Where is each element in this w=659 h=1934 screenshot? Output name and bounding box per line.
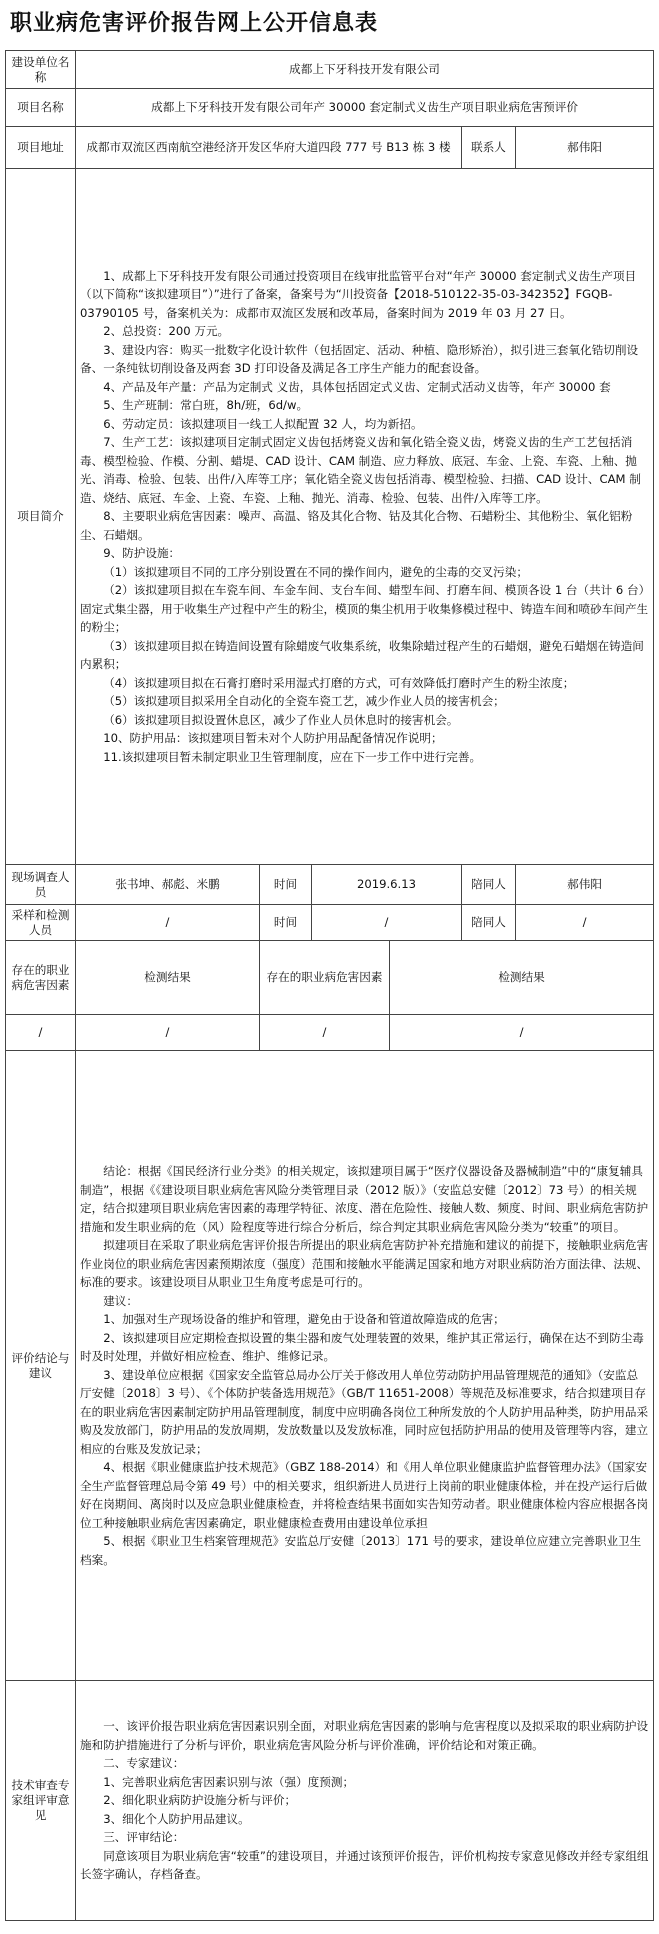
intro-label: 项目简介 <box>6 169 76 865</box>
review-paragraph: 同意该项目为职业病危害“较重”的建设项目，并通过该预评价报告，评价机构按专家意见修改并经专家组组长签字确认，存档备查。 <box>80 1848 649 1882</box>
review-paragraph: 三、评审结论： <box>103 1830 185 1845</box>
conclusion-paragraph: 4、根据《职业健康监护技术规范》（GBZ 188-2014）和《用人单位职业健康监护监督管理办法》（国家安全生产监督管理总局令第 49 号）中的相关要求，组织新进人员进行上岗前的职业健康体检，并在投产运行后做好在岗期间、离岗时以及应急职业健康检查，并将检查结果书面如实告知劳动者。职业健康体检内容应根据各岗位工种接触职业病危害因素确定，职业健康检查费用由建设单位承担 <box>80 1460 649 1530</box>
detection-result-value-2: / <box>390 1015 654 1051</box>
review-paragraph: 2、细化职业病防护设施分析与评价； <box>103 1793 297 1808</box>
contact-label: 联系人 <box>462 127 516 169</box>
intro-content <box>76 169 654 865</box>
conclusion-paragraph: 结论：根据《国民经济行业分类》的相关规定，该拟建项目属于“医疗仪器设备及器械制造”中的“康复辅具制造”，根据《《建设项目职业病危害风险分类管理目录（2012 版）》（安监总安健〔2012〕73 号）的相关规定，结合拟建项目职业病危害因素的毒理学特征、浓度、潜在危险性、接触人数、频度、时间、职业病危害防护措施和发生职业病的危（风）险程度等进行综合分析后，综合判定其职业病危害风险分类为“较重”的项目。 <box>80 1164 649 1234</box>
intro-paragraph: 6、劳动定员：该拟建项目一线工人拟配置 32 人，均为新招。 <box>103 416 423 431</box>
hazard-factor-value-2: / <box>260 1015 390 1051</box>
conclusion-paragraph: 拟建项目在采取了职业病危害评价报告所提出的职业病危害防护补充措施和建议的前提下，接触职业病危害作业岗位的职业病危害因素预期浓度（强度）范围和接触水平能满足国家和地方对职业病防治方面法律、法规、标准的要求。该建设项目从职业卫生角度考虑是可行的。 <box>80 1238 649 1289</box>
conclusion-paragraph: 3、建设单位应根据《国家安全监管总局办公厅关于修改用人单位劳动防护用品管理规范的通知》（安监总厅安健〔2018〕3 号）、《个体防护装备选用规范》（GB/T 11651-2008）等规范及标准要求，结合拟建项目存在的职业病危害因素制定防护用品管理制度，制度中应明确各岗位工种所发放的个人防护用品种类，防护用品采购及发放部门，防护用品的发放周期，发放数量以及发放标准，同时应包括防护用品的使用及管理等内容，建立相应的台账及发放记录； <box>80 1367 649 1456</box>
row-hazards-values <box>6 1015 654 1051</box>
survey-with: 郝伟阳 <box>516 865 654 905</box>
survey-time: 2019.6.13 <box>312 865 462 905</box>
survey-time-label: 时间 <box>260 865 312 905</box>
intro-paragraph: 2、总投资：200 万元。 <box>103 324 230 339</box>
protection-item: （5）该拟建项目拟采用全自动化的全瓷车瓷工艺，减少作业人员的接害机会； <box>103 694 505 709</box>
sampling-with-label: 陪同人 <box>462 905 516 941</box>
intro-paragraph: 10、防护用品：该拟建项目暂未对个人防护用品配备情况作说明； <box>103 731 443 746</box>
intro-paragraph: 7、生产工艺：该拟建项目定制式固定义齿包括烤瓷义齿和氧化锆全瓷义齿，烤瓷义齿的生产工艺包括消毒、模型检验、作模、分割、蜡堤、CAD 设计、CAM 制造、应力释放、底冠、车金、上瓷、车瓷、上釉、抛光、消毒、检验、包装、出件/入库等工序；氧化锆全瓷义齿包括消毒、模型检验、扫描、CAD 设计、CAM 制造、烧结、底冠、车金、上瓷、车瓷、上釉、抛光、消毒、检验、包装、出件/入库等工序。 <box>80 435 641 505</box>
survey-label: 现场调查人员 <box>6 865 76 905</box>
review-paragraph: 3、细化个人防护用品建议。 <box>103 1811 250 1826</box>
sampling-with: / <box>516 905 654 941</box>
row-intro <box>6 169 654 865</box>
intro-paragraph: 11.该拟建项目暂未制定职业卫生管理制度，应在下一步工作中进行完善。 <box>103 749 482 764</box>
conclusion-label: 评价结论与建议 <box>6 1051 76 1681</box>
protection-item: （4）该拟建项目拟在石膏打磨时采用湿式打磨的方式，可有效降低打磨时产生的粉尘浓度； <box>103 675 575 690</box>
hazard-factor-value: / <box>6 1015 76 1051</box>
row-address <box>6 127 654 169</box>
project-value: 成都上下牙科技开发有限公司年产 30000 套定制式义齿生产项目职业病危害预评价 <box>76 89 654 127</box>
address-value: 成都市双流区西南航空港经济开发区华府大道四段 777 号 B13 栋 3 楼 <box>76 127 462 169</box>
review-paragraph: 1、完善职业病危害因素识别与浓（强）度预测； <box>103 1774 355 1789</box>
review-label: 技术审查专家组评审意见 <box>6 1681 76 1921</box>
protection-item: （2）该拟建项目拟在车瓷车间、车金车间、支台车间、蜡型车间、打磨车间、模顶各设 1 台（共计 6 台）固定式集尘器，用于收集生产过程中产生的粉尘，模顶的集尘机用于收集修模过程中、铸造车间和喷砂车间产生的粉尘； <box>80 583 649 635</box>
row-review <box>6 1681 654 1921</box>
intro-paragraph: 1、成都上下牙科技开发有限公司通过投资项目在线审批监管平台对“年产 30000 套定制式义齿生产项目（以下简称“该拟建项目”）”进行了备案，备案号为“川投资备【2018-510122-35-03-342352】FGQB-03790105 号，备案机关为：成都市双流区发展和改革局，备案时间为 2019 年 03 月 27 日。 <box>80 268 637 320</box>
protection-item: （6）该拟建项目拟设置休息区，减少了作业人员休息时的接害机会。 <box>103 712 459 727</box>
intro-paragraph: 9、防护设施： <box>103 546 181 561</box>
intro-paragraph: 4、产品及年产量：产品为定制式 义齿，具体包括固定式义齿、定制式活动义齿等，年产 30000 套 <box>103 379 611 394</box>
row-survey <box>6 865 654 905</box>
intro-paragraph: 8、主要职业病危害因素：噪声、高温、铬及其化合物、钴及其化合物、石蜡粉尘、其他粉尘、氧化铝粉尘、石蜡烟。 <box>80 509 633 542</box>
sampling-label: 采样和检测人员 <box>6 905 76 941</box>
protection-item: （3）该拟建项目拟在铸造间设置有除蜡废气收集系统，收集除蜡过程产生的石蜡烟，避免石蜡烟在铸造间内累积； <box>80 638 644 672</box>
row-sampling <box>6 905 654 941</box>
row-project <box>6 89 654 127</box>
sampling-time: / <box>312 905 462 941</box>
sampling-time-label: 时间 <box>260 905 312 941</box>
review-paragraph: 二、专家建议： <box>103 1756 185 1771</box>
info-table <box>5 50 654 1921</box>
survey-value: 张书坤、郝彪、米鹏 <box>76 865 260 905</box>
intro-paragraph: 3、建设内容：购买一批数字化设计软件（包括固定、活动、种植、隐形矫治），拟引进三套氧化锆切削设备、一条纯钛切削设备及两套 3D 打印设备及满足各工序生产能力的配套设备。 <box>80 342 639 376</box>
page-title: 职业病危害评价报告网上公开信息表 <box>10 11 379 36</box>
row-unit <box>6 51 654 89</box>
hazard-factor-header-2: 存在的职业病危害因素 <box>260 941 390 1015</box>
address-label: 项目地址 <box>6 127 76 169</box>
review-paragraph: 一、该评价报告职业病危害因素识别全面，对职业病危害因素的影响与危害程度以及拟采取的职业病防护设施和防护措施进行了分析与评价，职业病危害风险分析与评价准确，评价结论和对策正确。 <box>80 1719 649 1752</box>
detection-result-header-2: 检测结果 <box>390 941 654 1015</box>
sampling-value: / <box>76 905 260 941</box>
intro-paragraph: 5、生产班制：常白班，8h/班，6d/w。 <box>103 398 309 413</box>
protection-item: （1）该拟建项目不同的工序分别设置在不同的操作间内，避免的尘毒的交叉污染； <box>103 564 528 579</box>
conclusion-paragraph: 5、根据《职业卫生档案管理规范》安监总厅安健〔2013〕171 号的要求，建设单位应建立完善职业卫生档案。 <box>80 1534 642 1567</box>
conclusion-content <box>76 1051 654 1681</box>
detection-result-header: 检测结果 <box>76 941 260 1015</box>
row-hazards-header <box>6 941 654 1015</box>
row-conclusion <box>6 1051 654 1681</box>
review-content <box>76 1681 654 1921</box>
detection-result-value: / <box>76 1015 260 1051</box>
hazard-factor-header: 存在的职业病危害因素 <box>6 941 76 1015</box>
conclusion-paragraph: 1、加强对生产现场设备的维护和管理，避免由于设备和管道故障造成的危害； <box>103 1312 505 1326</box>
conclusion-paragraph: 建议： <box>103 1293 138 1308</box>
unit-value: 成都上下牙科技开发有限公司 <box>76 51 654 89</box>
contact-value: 郝伟阳 <box>516 127 654 169</box>
survey-with-label: 陪同人 <box>462 865 516 905</box>
project-label: 项目名称 <box>6 89 76 127</box>
unit-label: 建设单位名称 <box>6 51 76 89</box>
conclusion-paragraph: 2、该拟建项目应定期检查拟设置的集尘器和废气处理装置的效果，维护其正常运行，确保在达不到防尘毒时及时处理，并做好相应检查、维护、维修记录。 <box>80 1330 644 1363</box>
